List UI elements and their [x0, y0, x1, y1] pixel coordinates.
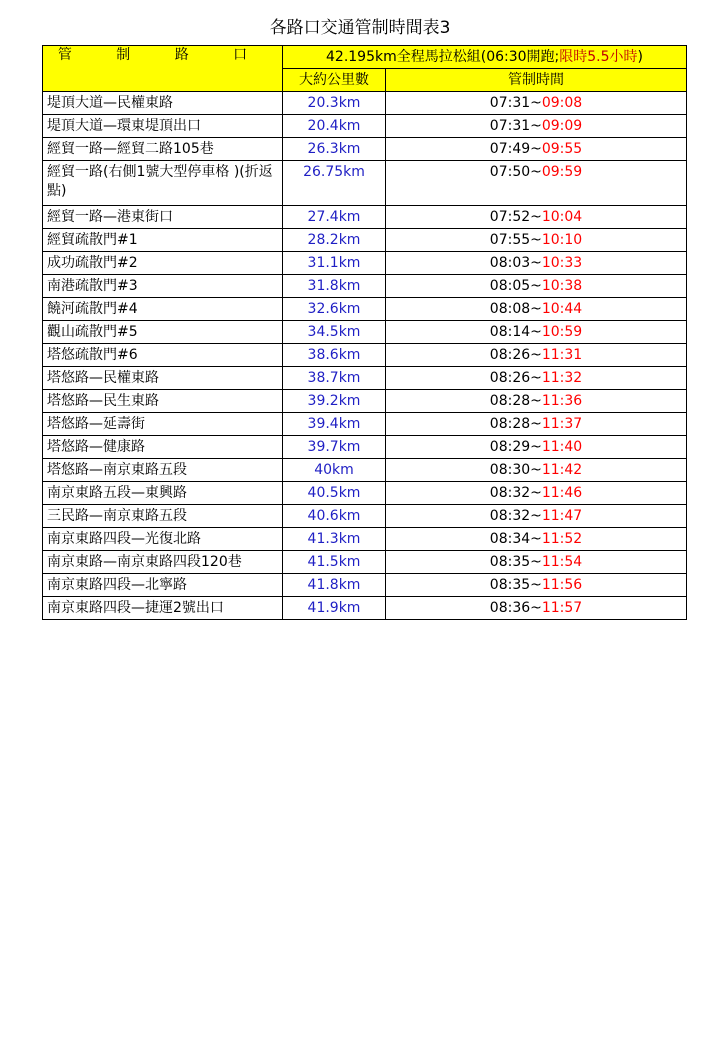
start-time: 08:35~: [489, 577, 542, 593]
location-cell: 觀山疏散門#5: [43, 321, 283, 344]
table-row: [43, 459, 687, 482]
control-time-cell: [386, 574, 687, 597]
control-time-cell: [386, 115, 687, 138]
header-race-info: [283, 46, 687, 69]
end-time: 10:10: [541, 232, 583, 248]
control-time-cell: [386, 597, 687, 620]
location-cell: 南港疏散門#3: [43, 275, 283, 298]
end-time: 11:37: [541, 416, 583, 432]
start-time: 08:03~: [489, 255, 542, 271]
traffic-control-table: [42, 45, 687, 620]
start-time: 08:08~: [489, 301, 542, 317]
distance-cell: 20.4km: [283, 115, 386, 138]
control-time-cell: [386, 321, 687, 344]
control-time-cell: [386, 138, 687, 161]
table-row: [43, 138, 687, 161]
table-row: [43, 252, 687, 275]
control-time-cell: [386, 252, 687, 275]
start-time: 08:34~: [489, 531, 542, 547]
location-cell: 塔悠疏散門#6: [43, 344, 283, 367]
location-cell: 塔悠路—民權東路: [43, 367, 283, 390]
table-row: [43, 344, 687, 367]
location-cell: 經貿一路—港東街口: [43, 206, 283, 229]
table-row: [43, 367, 687, 390]
header-race-limit: 限時5.5小時: [559, 49, 638, 65]
distance-cell: 41.3km: [283, 528, 386, 551]
end-time: 11:40: [541, 439, 583, 455]
control-time-cell: [386, 436, 687, 459]
table-row: [43, 482, 687, 505]
header-row-1: [43, 46, 687, 69]
start-time: 08:30~: [489, 462, 542, 478]
end-time: 10:38: [541, 278, 583, 294]
control-time-cell: [386, 482, 687, 505]
control-time-cell: [386, 367, 687, 390]
distance-cell: 40.6km: [283, 505, 386, 528]
table-row: [43, 229, 687, 252]
table-row: [43, 206, 687, 229]
page-title: 各路口交通管制時間表3: [269, 18, 451, 38]
control-time-cell: [386, 551, 687, 574]
header-location: 管 制 路 口: [43, 46, 283, 92]
distance-cell: 20.3km: [283, 92, 386, 115]
end-time: 11:47: [541, 508, 583, 524]
control-time-cell: [386, 459, 687, 482]
start-time: 08:32~: [489, 508, 542, 524]
table-row: [43, 436, 687, 459]
start-time: 07:49~: [489, 141, 542, 157]
table-row: [43, 390, 687, 413]
location-cell: 南京東路四段—北寧路: [43, 574, 283, 597]
distance-cell: 38.7km: [283, 367, 386, 390]
distance-cell: 41.9km: [283, 597, 386, 620]
control-time-cell: [386, 298, 687, 321]
start-time: 07:52~: [489, 209, 542, 225]
end-time: 11:57: [541, 600, 583, 616]
control-time-cell: [386, 161, 687, 206]
end-time: 10:33: [541, 255, 583, 271]
distance-cell: 27.4km: [283, 206, 386, 229]
location-cell: 經貿一路(右側1號大型停車格 )(折返點): [43, 161, 283, 206]
end-time: 11:54: [541, 554, 583, 570]
location-cell: 成功疏散門#2: [43, 252, 283, 275]
start-time: 08:26~: [489, 370, 542, 386]
distance-cell: 40km: [283, 459, 386, 482]
start-time: 08:29~: [489, 439, 542, 455]
location-cell: 堤頂大道—民權東路: [43, 92, 283, 115]
start-time: 08:35~: [489, 554, 542, 570]
start-time: 08:14~: [489, 324, 542, 340]
end-time: 09:55: [541, 141, 583, 157]
start-time: 07:31~: [489, 118, 542, 134]
location-cell: 經貿疏散門#1: [43, 229, 283, 252]
distance-cell: 39.2km: [283, 390, 386, 413]
location-cell: 塔悠路—南京東路五段: [43, 459, 283, 482]
control-time-cell: [386, 390, 687, 413]
location-cell: 塔悠路—健康路: [43, 436, 283, 459]
table-row: [43, 574, 687, 597]
end-time: 09:09: [541, 118, 583, 134]
location-cell: 塔悠路—民生東路: [43, 390, 283, 413]
end-time: 10:04: [541, 209, 583, 225]
control-time-cell: [386, 92, 687, 115]
location-cell: 南京東路五段—東興路: [43, 482, 283, 505]
distance-cell: 34.5km: [283, 321, 386, 344]
end-time: 11:31: [541, 347, 583, 363]
distance-cell: 26.75km: [283, 161, 386, 206]
end-time: 11:52: [541, 531, 583, 547]
distance-cell: 41.5km: [283, 551, 386, 574]
start-time: 07:50~: [489, 164, 542, 180]
table-row: [43, 275, 687, 298]
start-time: 08:26~: [489, 347, 542, 363]
distance-cell: 32.6km: [283, 298, 386, 321]
table-row: [43, 505, 687, 528]
distance-cell: 28.2km: [283, 229, 386, 252]
control-time-cell: [386, 229, 687, 252]
end-time: 09:59: [541, 164, 583, 180]
start-time: 08:32~: [489, 485, 542, 501]
start-time: 08:28~: [489, 416, 542, 432]
end-time: 11:56: [541, 577, 583, 593]
location-cell: 饒河疏散門#4: [43, 298, 283, 321]
start-time: 08:05~: [489, 278, 542, 294]
end-time: 11:42: [541, 462, 583, 478]
table-row: [43, 161, 687, 206]
distance-cell: 39.7km: [283, 436, 386, 459]
start-time: 08:28~: [489, 393, 542, 409]
end-time: 10:59: [541, 324, 583, 340]
table-row: [43, 321, 687, 344]
header-distance: 大約公里數: [283, 69, 386, 92]
start-time: 07:31~: [489, 95, 542, 111]
control-time-cell: [386, 344, 687, 367]
distance-cell: 31.8km: [283, 275, 386, 298]
start-time: 08:36~: [489, 600, 542, 616]
table-row: [43, 597, 687, 620]
end-time: 09:08: [541, 95, 583, 111]
end-time: 11:36: [541, 393, 583, 409]
location-cell: 塔悠路—延壽街: [43, 413, 283, 436]
table-row: [43, 528, 687, 551]
end-time: 10:44: [541, 301, 583, 317]
table-row: [43, 551, 687, 574]
distance-cell: 39.4km: [283, 413, 386, 436]
distance-cell: 38.6km: [283, 344, 386, 367]
header-control-time: 管制時間: [386, 69, 687, 92]
table-row: [43, 413, 687, 436]
end-time: 11:46: [541, 485, 583, 501]
table-row: [43, 92, 687, 115]
location-cell: 三民路—南京東路五段: [43, 505, 283, 528]
table-row: [43, 298, 687, 321]
distance-cell: 26.3km: [283, 138, 386, 161]
location-cell: 南京東路四段—捷運2號出口: [43, 597, 283, 620]
header-race-prefix: 42.195km全程馬拉松組(06:30開跑;: [326, 49, 560, 65]
start-time: 07:55~: [489, 232, 542, 248]
distance-cell: 41.8km: [283, 574, 386, 597]
control-time-cell: [386, 413, 687, 436]
control-time-cell: [386, 206, 687, 229]
control-time-cell: [386, 505, 687, 528]
control-time-cell: [386, 528, 687, 551]
location-cell: 堤頂大道—環東堤頂出口: [43, 115, 283, 138]
location-cell: 南京東路—南京東路四段120巷: [43, 551, 283, 574]
end-time: 11:32: [541, 370, 583, 386]
table-row: [43, 115, 687, 138]
distance-cell: 31.1km: [283, 252, 386, 275]
location-cell: 經貿一路—經貿二路105巷: [43, 138, 283, 161]
location-cell: 南京東路四段—光復北路: [43, 528, 283, 551]
distance-cell: 40.5km: [283, 482, 386, 505]
control-time-cell: [386, 275, 687, 298]
header-race-suffix: ): [637, 49, 643, 65]
